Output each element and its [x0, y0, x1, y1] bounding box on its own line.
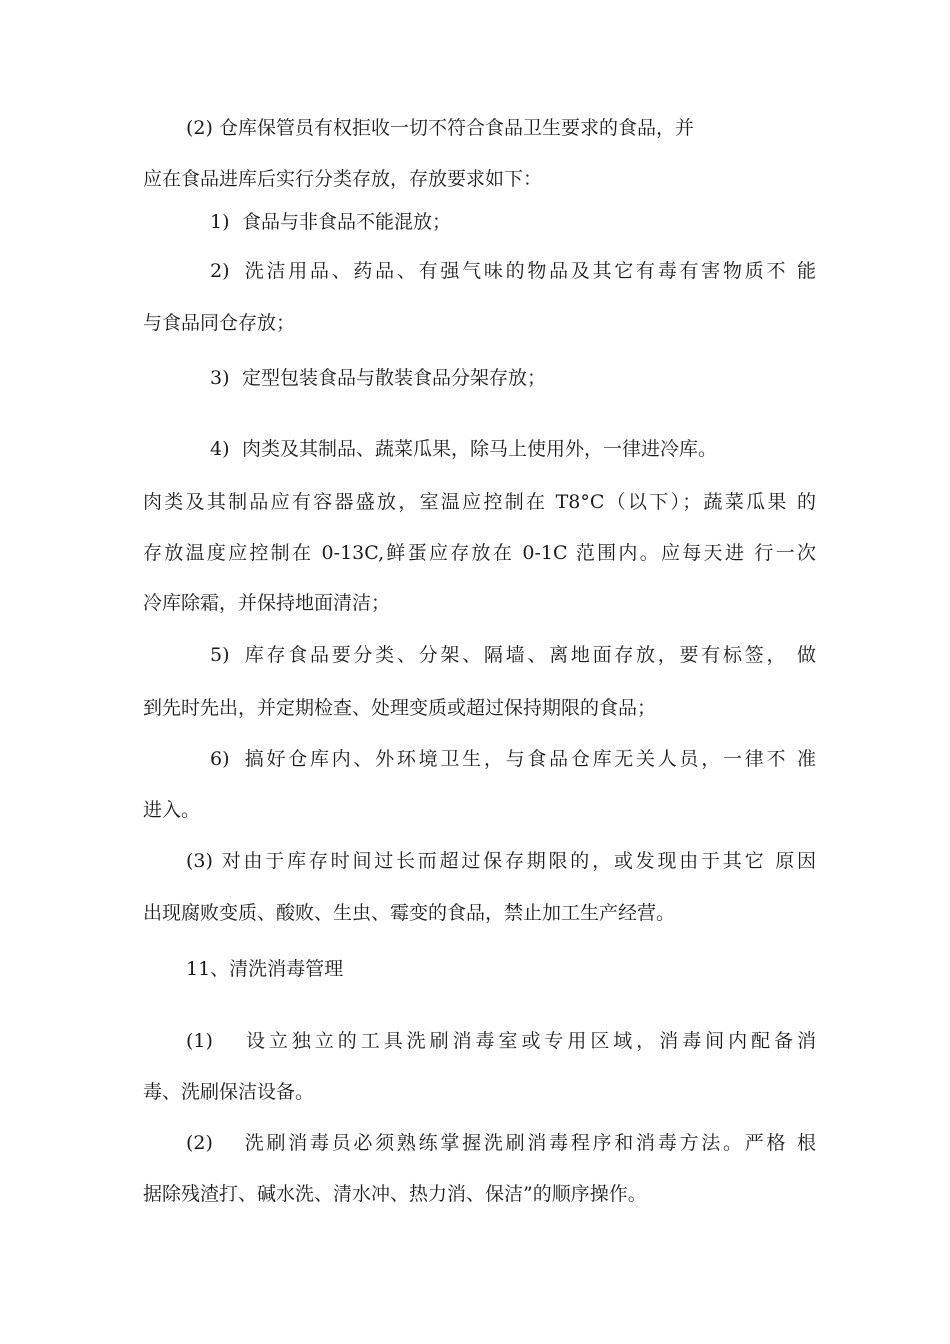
paragraph-line: 应在食品进库后实行分类存放，存放要求如下：: [143, 168, 543, 190]
list-item-number: 5): [210, 644, 230, 666]
list-item-text: 食品与非食品不能混放；: [242, 211, 452, 233]
paragraph-line: 毒、洗刷保洁设备。: [143, 1081, 315, 1103]
list-item-number: 3): [210, 367, 230, 389]
paragraph-line: 存放温度应控制在 0-13C,鲜蛋应存放在 0-1C 范围内。应每天进 行一次: [143, 542, 816, 564]
list-item-text: 定型包装食品与散装食品分架存放；: [242, 367, 547, 389]
list-item: [210, 642, 816, 668]
list-item: [210, 746, 816, 772]
paragraph-line: (2) 仓库保管员有权拒收一切不符合食品卫生要求的食品，并: [186, 117, 694, 139]
list-item-number: 1): [210, 211, 230, 233]
list-item: [210, 365, 546, 391]
paragraph-line: 进入。: [143, 799, 201, 821]
list-item-number: (2): [186, 1132, 213, 1154]
list-item-number: 4): [210, 438, 230, 460]
list-item-number: 6): [210, 748, 230, 770]
list-item: [186, 1130, 816, 1156]
list-item-text: 设立独立的工具洗刷消毒室或专用区域，消毒间内配备消: [242, 1030, 816, 1052]
paragraph-line: 与食品同仓存放；: [143, 312, 296, 334]
list-item-text: 库存食品要分类、分架、隔墙、离地面存放，要有标签， 做: [242, 644, 816, 666]
list-item: [210, 436, 717, 462]
paragraph-line: 到先时先出，并定期检查、处理变质或超过保持期限的食品；: [143, 697, 657, 719]
list-item-text: 洗刷消毒员必须熟练掌握洗刷消毒程序和消毒方法。严格 根: [242, 1132, 816, 1154]
paragraph-line: (3) 对由于库存时间过长而超过保存期限的，或发现由于其它 原因: [186, 850, 816, 872]
list-item-number: (1): [186, 1030, 213, 1052]
paragraph-line: 出现腐败变质、酸败、生虫、霉变的食品，禁止加工生产经营。: [143, 902, 676, 924]
list-item: [210, 209, 451, 235]
list-item-text: 搞好仓库内、外环境卫生，与食品仓库无关人员，一律不 准: [242, 748, 816, 770]
paragraph-line: 据除残渣打、碱水洗、清水冲、热力消、保洁”的顺序操作。: [143, 1183, 647, 1205]
list-item-text: 肉类及其制品、蔬菜瓜果，除马上使用外，一律进冷库。: [242, 438, 718, 460]
list-item-text: 洗洁用品、药品、有强气味的物品及其它有毒有害物质不 能: [242, 260, 816, 282]
paragraph-line: 肉类及其制品应有容器盛放，室温应控制在 T8°C（以下）；蔬菜瓜果 的: [143, 491, 816, 513]
paragraph-line: 冷库除霜，并保持地面清洁；: [143, 592, 391, 614]
section-heading: 11、清洗消毒管理: [186, 958, 344, 980]
list-item-number: 2): [210, 260, 230, 282]
list-item: [210, 258, 816, 284]
list-item: [186, 1028, 816, 1054]
